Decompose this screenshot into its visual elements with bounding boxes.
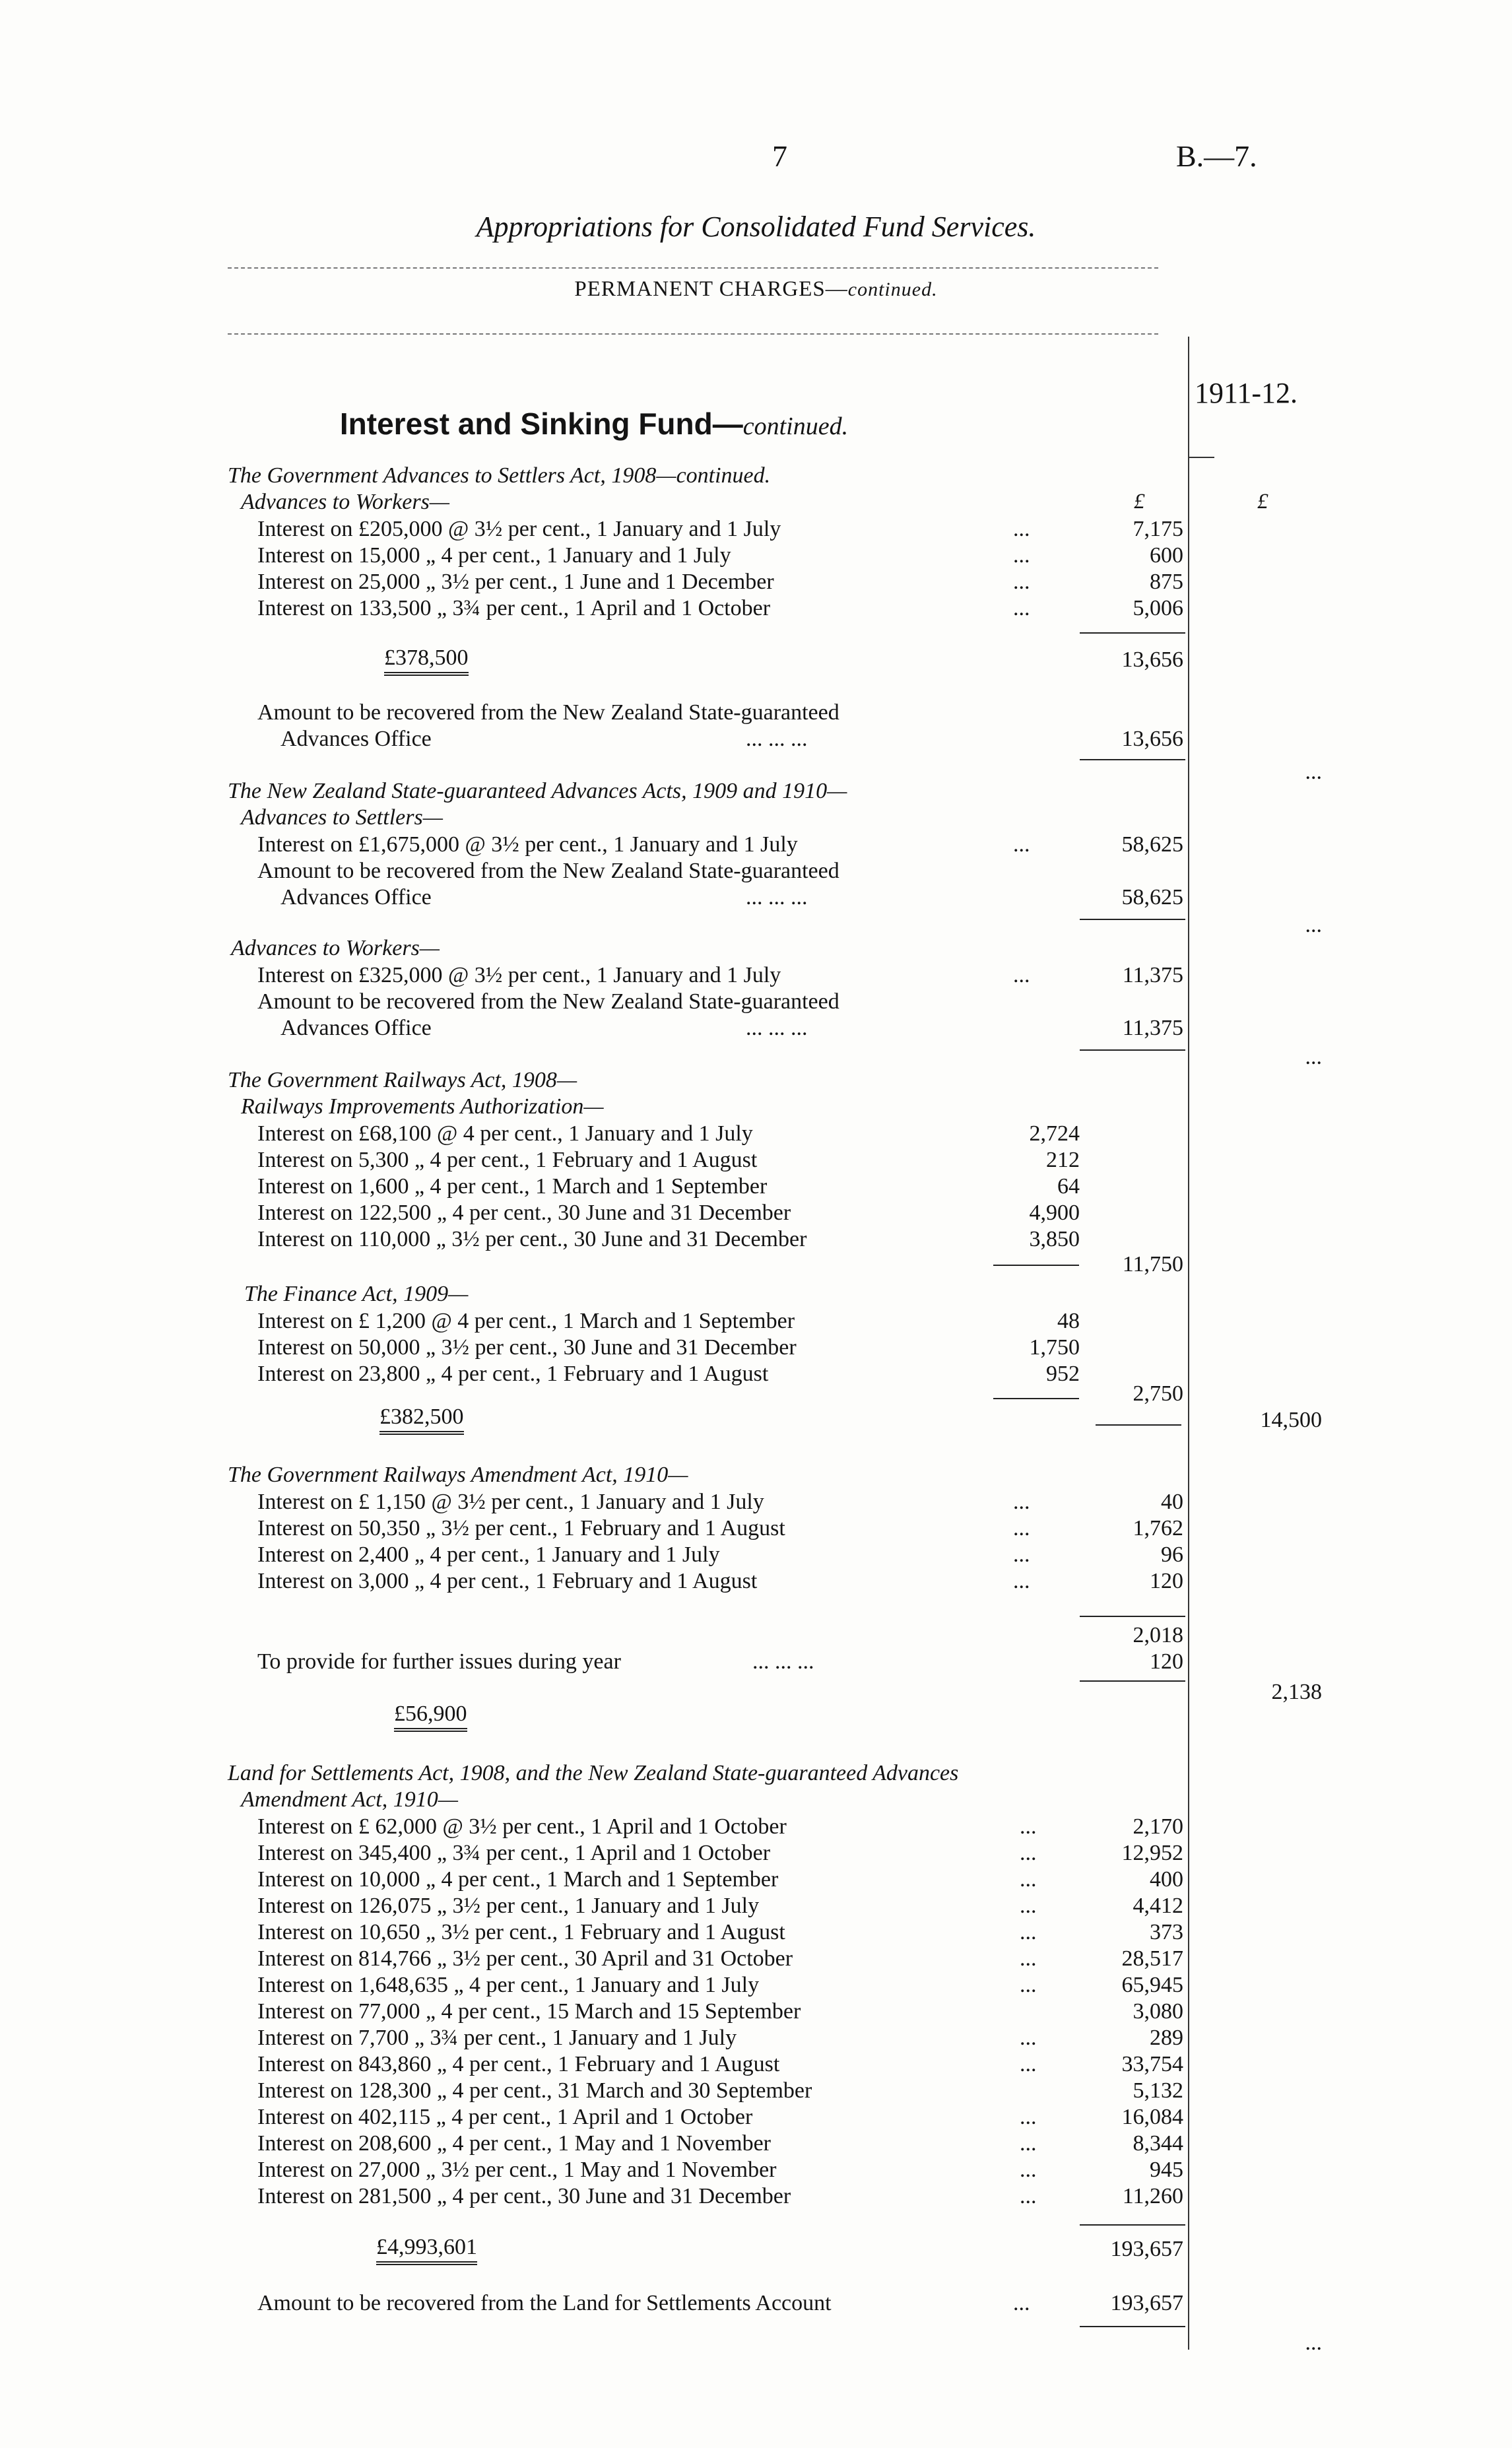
block-total: £382,500 (379, 1405, 464, 1435)
divider (228, 267, 1158, 269)
table-row: Interest on 50,000 „ 3½ per cent., 30 June and 31 December 1,750 (257, 1335, 1080, 1360)
table-row: Interest on 50,350 „ 3½ per cent., 1 February and 1 August ... 1,762 (257, 1516, 1183, 1540)
table-row: Advances Office ... ... ... 58,625 (280, 885, 1183, 910)
currency-symbol: £ (1257, 490, 1268, 513)
sum-rule (1080, 2224, 1185, 2226)
table-row: Interest on 10,000 „ 4 per cent., 1 March and 1 September ... 400 (257, 1867, 1183, 1892)
subtitle: PERMANENT CHARGES—continued. (574, 277, 938, 301)
table-row: Interest on 128,300 „ 4 per cent., 31 March and 30 September 5,132 (257, 2078, 1183, 2103)
sum-rule (1080, 632, 1185, 634)
table-row: Advances Office ... ... ... 11,375 (280, 1016, 1183, 1040)
table-row: Interest on 2,400 „ 4 per cent., 1 January and 1 July ... 96 (257, 1542, 1183, 1567)
act-heading: Land for Settlements Act, 1908, and the New Zealand State-guaranteed Advances (228, 1761, 959, 1785)
sub-heading: Railways Improvements Authorization— (241, 1094, 604, 1119)
table-row: Interest on £205,000 @ 3½ per cent., 1 January and 1 July ... 7,175 (257, 517, 1183, 541)
block-total: £56,900 (394, 1702, 467, 1732)
table-row: To provide for further issues during year ... ... ... 120 (257, 1649, 1183, 1674)
document-code: B.—7. (1176, 139, 1257, 173)
table-row: 14,500 (1260, 1408, 1322, 1432)
table-row: 193,657 (1110, 2237, 1183, 2261)
table-row: Interest on £ 62,000 @ 3½ per cent., 1 April and 1 October ... 2,170 (257, 1814, 1183, 1839)
table-row: Interest on 402,115 „ 4 per cent., 1 April and 1 October ... 16,084 (257, 2105, 1183, 2129)
act-heading: The Government Railways Amendment Act, 1910— (228, 1463, 688, 1487)
table-row: Interest on 126,075 „ 3½ per cent., 1 January and 1 July ... 4,412 (257, 1894, 1183, 1918)
table-row: Advances Office ... ... ... 13,656 (280, 727, 1183, 751)
currency-symbol: £ (1134, 490, 1145, 513)
table-row: Interest on £ 1,150 @ 3½ per cent., 1 January and 1 July ... 40 (257, 1490, 1183, 1514)
table-row: Interest on 1,648,635 „ 4 per cent., 1 January and 1 July ... 65,945 (257, 1973, 1183, 1997)
table-row: Amount to be recovered from the New Zealand State-guaranteed (257, 989, 839, 1014)
table-row: 2,018 (1133, 1623, 1183, 1647)
table-row: Interest on 110,000 „ 3½ per cent., 30 June and 31 December 3,850 (257, 1227, 1080, 1251)
divider (228, 333, 1158, 335)
table-row: Interest on 208,600 „ 4 per cent., 1 May and 1 November ... 8,344 (257, 2131, 1183, 2156)
act-heading: The Government Advances to Settlers Act, 1908—continued. (228, 463, 771, 488)
table-row: Interest on 133,500 „ 3¾ per cent., 1 April and 1 October ... 5,006 (257, 596, 1183, 620)
sum-rule (1080, 1616, 1185, 1617)
block-total: £4,993,601 (376, 2235, 477, 2265)
table-row: Interest on 77,000 „ 4 per cent., 15 March and 15 September 3,080 (257, 1999, 1183, 2024)
table-row: ... (1305, 2331, 1322, 2355)
block-total: £378,500 (384, 645, 469, 676)
act-heading: The New Zealand State-guaranteed Advances Acts, 1909 and 1910— (228, 779, 847, 803)
table-row: 11,750 (1122, 1252, 1183, 1276)
table-row: Amount to be recovered from the New Zealand State-guaranteed (257, 700, 839, 725)
table-row: Interest on 122,500 „ 4 per cent., 30 June and 31 December 4,900 (257, 1201, 1080, 1225)
act-heading-continued: Amendment Act, 1910— (241, 1787, 458, 1812)
table-row: ... (1305, 760, 1322, 784)
table-row: Interest on £1,675,000 @ 3½ per cent., 1 January and 1 July ... 58,625 (257, 832, 1183, 857)
table-row: Amount to be recovered from the New Zealand State-guaranteed (257, 859, 839, 883)
table-row: Interest on 27,000 „ 3½ per cent., 1 May and 1 November ... 945 (257, 2158, 1183, 2182)
table-row: Interest on 25,000 „ 3½ per cent., 1 June and 1 December ... 875 (257, 570, 1183, 594)
table-row: ... (1305, 1045, 1322, 1069)
table-row: Interest on 814,766 „ 3½ per cent., 30 April and 31 October ... 28,517 (257, 1946, 1183, 1971)
table-row: Interest on 3,000 „ 4 per cent., 1 February and 1 August ... 120 (257, 1569, 1183, 1593)
table-row: ... (1305, 913, 1322, 937)
sum-rule (1080, 2326, 1185, 2327)
page-title: Appropriations for Consolidated Fund Services. (476, 211, 1036, 243)
table-row: Interest on £68,100 @ 4 per cent., 1 January and 1 July 2,724 (257, 1121, 1080, 1146)
sum-rule (1080, 759, 1185, 760)
section-title: Interest and Sinking Fund—continued. (339, 407, 849, 441)
sub-heading: Advances to Workers— (231, 936, 440, 960)
table-row: 13,656 (1121, 647, 1183, 672)
act-heading: The Finance Act, 1909— (244, 1282, 469, 1306)
table-row: Interest on £325,000 @ 3½ per cent., 1 January and 1 July ... 11,375 (257, 963, 1183, 987)
table-row: Interest on £ 1,200 @ 4 per cent., 1 March and 1 September 48 (257, 1309, 1080, 1333)
table-row: Interest on 843,860 „ 4 per cent., 1 February and 1 August ... 33,754 (257, 2052, 1183, 2076)
table-row: Interest on 15,000 „ 4 per cent., 1 January and 1 July ... 600 (257, 543, 1183, 568)
table-row: Interest on 23,800 „ 4 per cent., 1 February and 1 August 952 (257, 1362, 1080, 1386)
table-row: 2,138 (1271, 1680, 1322, 1704)
table-row: Interest on 345,400 „ 3¾ per cent., 1 April and 1 October ... 12,952 (257, 1841, 1183, 1865)
table-row: Interest on 10,650 „ 3½ per cent., 1 February and 1 August ... 373 (257, 1920, 1183, 1944)
act-heading: The Government Railways Act, 1908— (228, 1068, 577, 1092)
year-column-header: 1911-12. (1195, 377, 1298, 409)
table-row: Interest on 7,700 „ 3¾ per cent., 1 January and 1 July ... 289 (257, 2026, 1183, 2050)
column-rule (1188, 457, 1214, 458)
table-row: 2,750 (1133, 1381, 1183, 1406)
table-row: Interest on 281,500 „ 4 per cent., 30 June and 31 December ... 11,260 (257, 2184, 1183, 2208)
sub-heading: Advances to Workers— (241, 490, 450, 514)
page-number: 7 (772, 139, 787, 173)
table-row: Interest on 5,300 „ 4 per cent., 1 February and 1 August 212 (257, 1148, 1080, 1172)
table-row: Interest on 1,600 „ 4 per cent., 1 March and 1 September 64 (257, 1174, 1080, 1199)
sub-heading: Advances to Settlers— (241, 805, 443, 830)
table-row: Amount to be recovered from the Land for Settlements Account ... 193,657 (257, 2291, 1183, 2315)
